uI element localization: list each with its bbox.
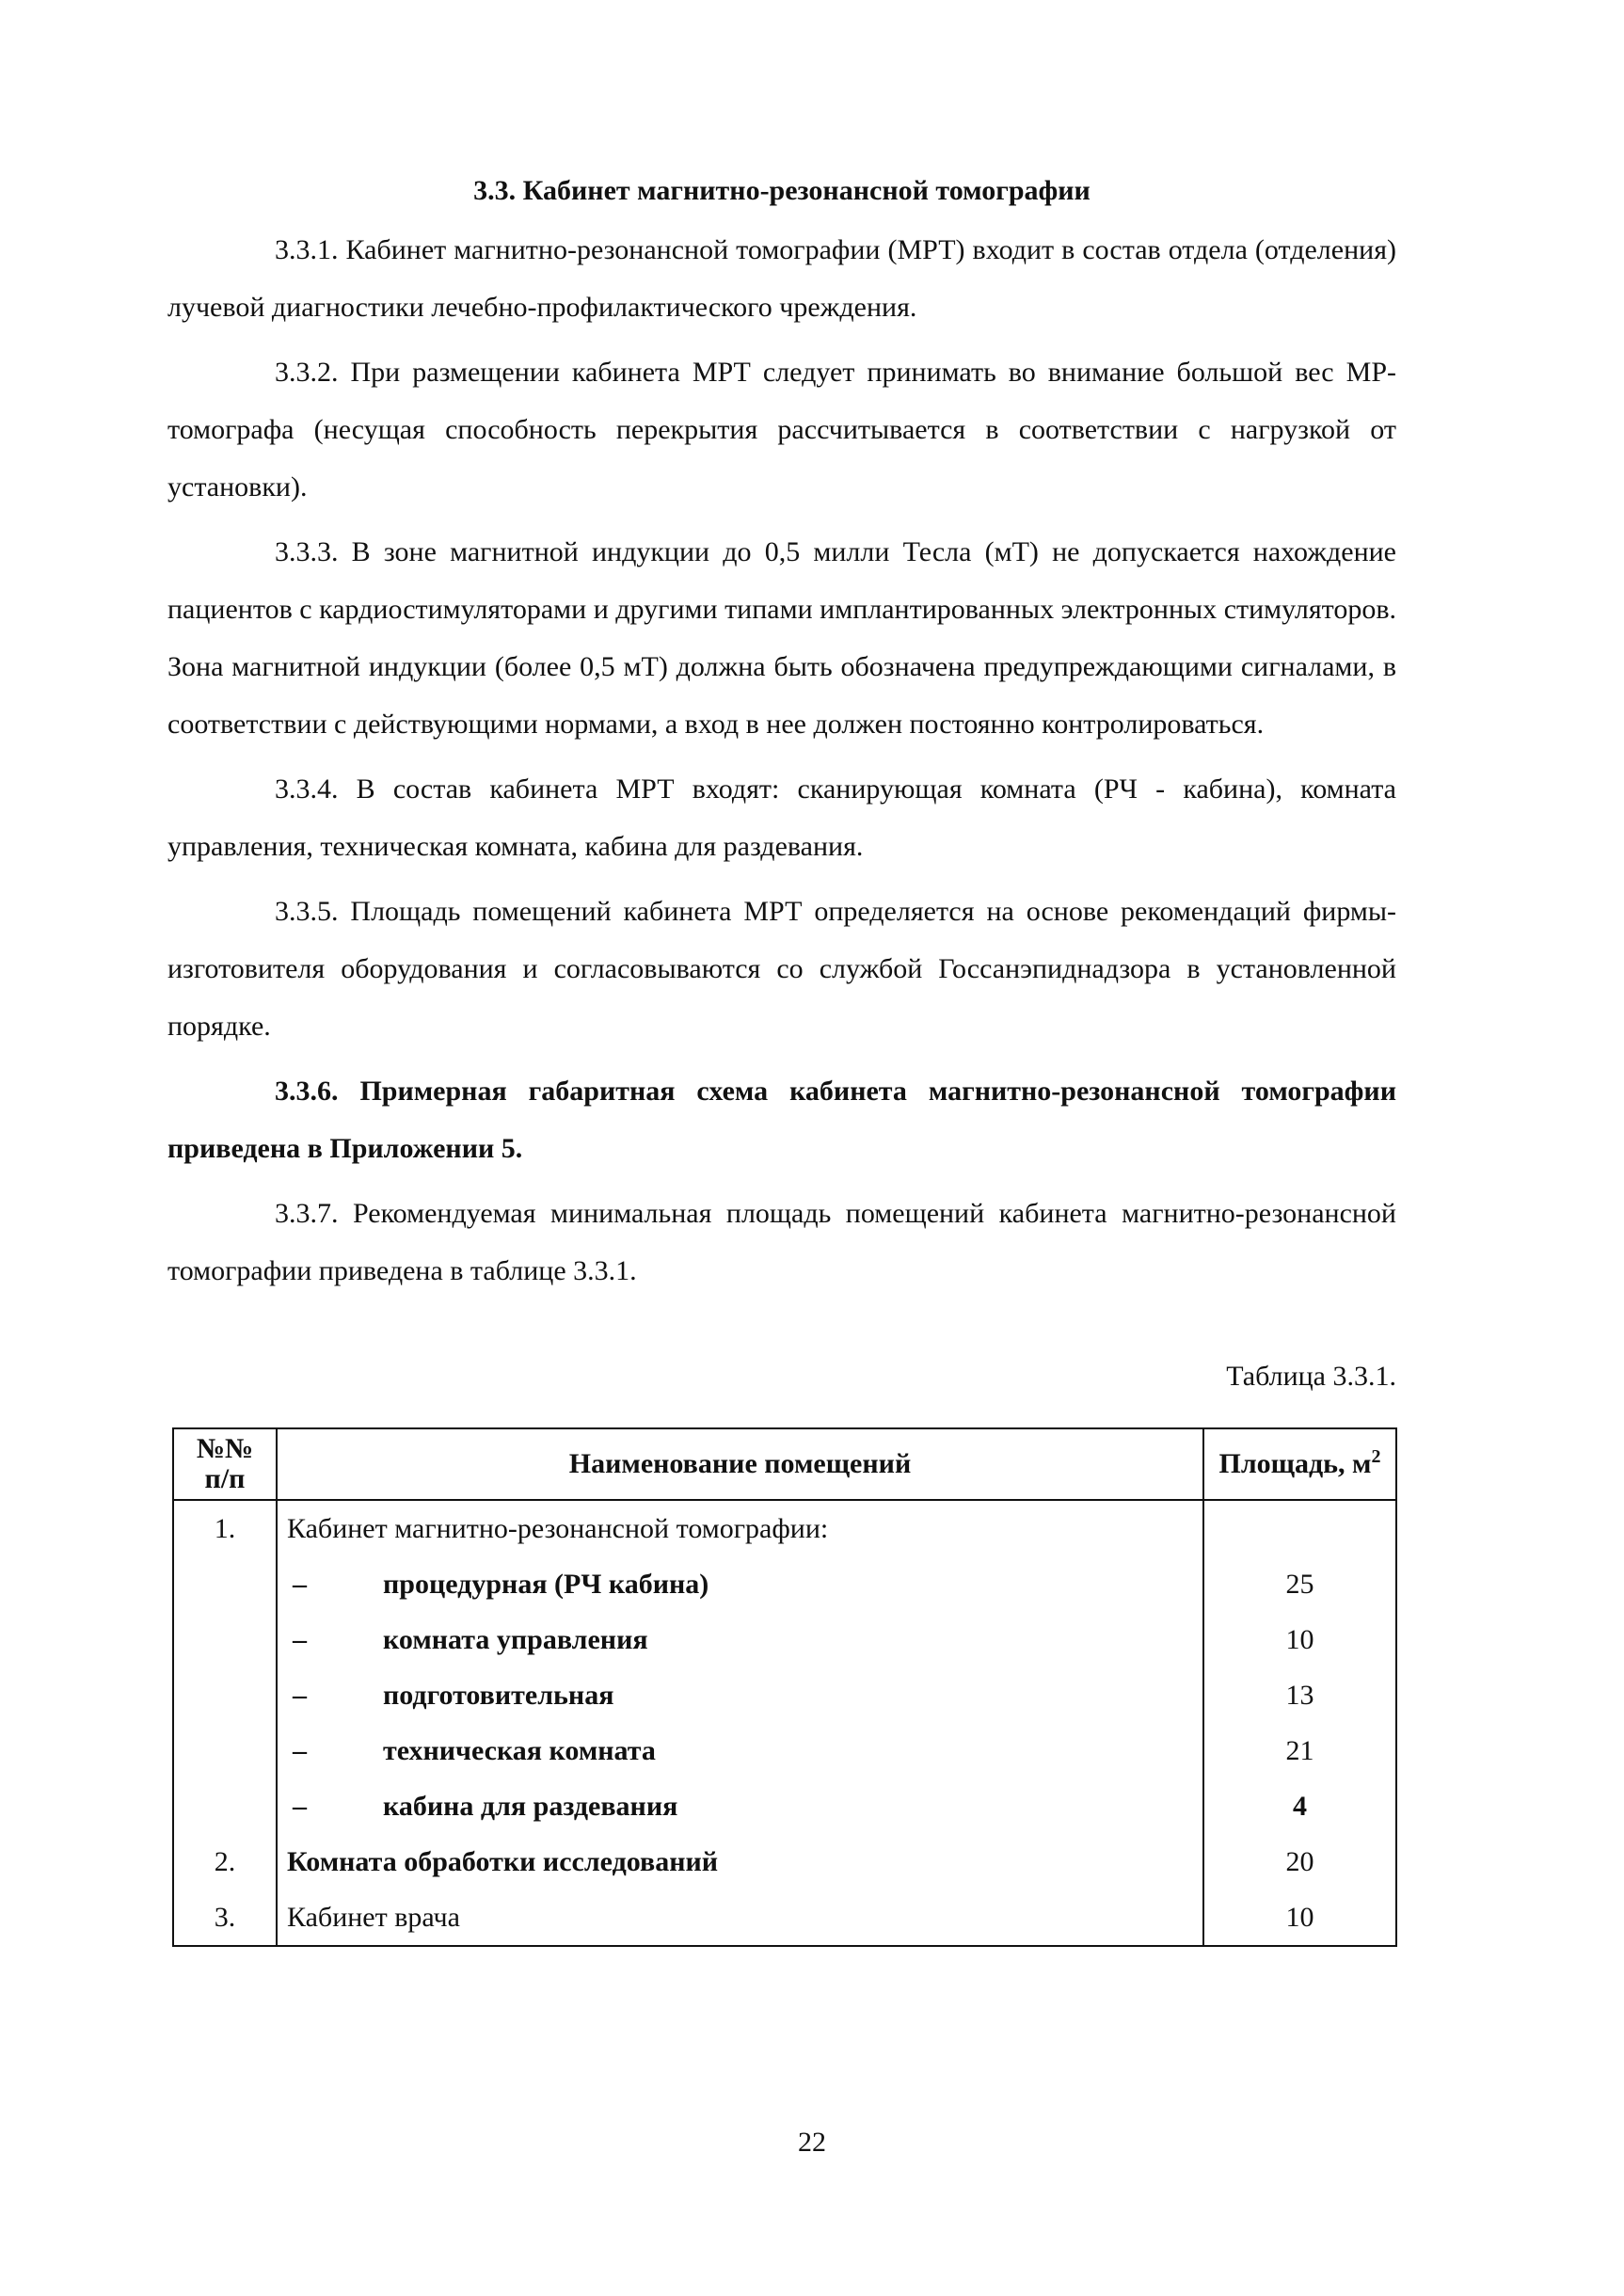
header-room-name-label: Наименование помещений — [568, 1448, 912, 1479]
paragraph-3-3-4: 3.3.4. В состав кабинета МРТ входят: сканирующая комната (РЧ - кабина), комната управления, техническая комната, кабина для раздевания. — [167, 773, 1396, 862]
header-area-superscript: 2 — [1371, 1446, 1381, 1467]
row-name: Кабинет магнитно-резонансной томографии: — [277, 1500, 1203, 1556]
header-area — [1203, 1428, 1396, 1500]
row-name: Комната обработки исследований — [277, 1834, 1203, 1889]
row-area: 20 — [1203, 1834, 1396, 1889]
paragraph-3-3-7: 3.3.7. Рекомендуемая минимальная площадь помещений кабинета магнитно-резонансной томографии приведена в таблице 3.3.1. — [167, 1198, 1396, 1286]
row-dash: – — [293, 1569, 307, 1600]
row-name: Кабинет врача — [277, 1889, 1203, 1946]
row-name-cell — [277, 1667, 1203, 1723]
row-number — [173, 1723, 277, 1778]
header-area-label: Площадь, м — [1218, 1448, 1372, 1479]
row-number: 1. — [173, 1500, 277, 1556]
table-row — [173, 1612, 1396, 1667]
row-dash: – — [293, 1791, 307, 1822]
header-room-name — [277, 1428, 1203, 1500]
row-area: 25 — [1203, 1556, 1396, 1612]
row-area — [1203, 1500, 1396, 1556]
paragraph-3-3-3: 3.3.3. В зоне магнитной индукции до 0,5 милли Тесла (мТ) не допускается нахождение пациентов с кардиостимуляторами и другими типами имплантированных электронных стимуляторов. Зона магнитной индукции (более 0,5 мТ) должна быть обозначена предупреждающими сигналами, в соответствии с действующими нормами, а вход в нее должен постоянно контролироваться. — [167, 536, 1396, 740]
paragraph-3-3-2: 3.3.2. При размещении кабинета МРТ следует принимать во внимание большой вес МР-томографа (несущая способность перекрытия рассчитывается в соответствии с нагрузкой от установки). — [167, 357, 1396, 502]
table-row — [173, 1723, 1396, 1778]
row-dash: – — [293, 1735, 307, 1766]
table-row — [173, 1778, 1396, 1834]
header-number — [173, 1428, 277, 1500]
row-area: 10 — [1203, 1889, 1396, 1946]
table-row — [173, 1500, 1396, 1556]
row-name: техническая комната — [383, 1735, 656, 1766]
table-row — [173, 1556, 1396, 1612]
row-number — [173, 1667, 277, 1723]
paragraph-3-3-6: 3.3.6. Примерная габаритная схема кабинета магнитно-резонансной томографии приведена в Приложении 5. — [167, 1076, 1396, 1164]
row-name-cell — [277, 1612, 1203, 1667]
row-name: комната управления — [383, 1624, 648, 1655]
row-dash: – — [293, 1680, 307, 1711]
document-body — [167, 162, 1396, 1395]
row-name: подготовительная — [383, 1680, 614, 1711]
row-number: 2. — [173, 1834, 277, 1889]
table-caption: Таблица 3.3.1. — [1226, 1361, 1396, 1392]
table-row — [173, 1834, 1396, 1889]
paragraph-3-3-1: 3.3.1. Кабинет магнитно-резонансной томографии (МРТ) входит в состав отдела (отделения) лучевой диагностики лечебно-профилактического чреждения. — [167, 234, 1396, 323]
row-number — [173, 1612, 277, 1667]
row-area: 4 — [1203, 1778, 1396, 1834]
rooms-area-table — [172, 1427, 1397, 1947]
page-number: 22 — [798, 2127, 826, 2158]
row-name: процедурная (РЧ кабина) — [383, 1569, 709, 1600]
row-area: 10 — [1203, 1612, 1396, 1667]
row-dash: – — [293, 1624, 307, 1655]
section-heading: 3.3. Кабинет магнитно-резонансной томографии — [473, 175, 1091, 206]
paragraph-3-3-5: 3.3.5. Площадь помещений кабинета МРТ определяется на основе рекомендаций фирмы-изготовителя оборудования и согласовываются со службой Госсанэпиднадзора в установленной порядке. — [167, 896, 1396, 1042]
row-area: 13 — [1203, 1667, 1396, 1723]
header-number-line1: №№ — [196, 1433, 254, 1464]
row-area: 21 — [1203, 1723, 1396, 1778]
table-header-row — [173, 1428, 1396, 1500]
row-name-cell — [277, 1778, 1203, 1834]
row-number — [173, 1556, 277, 1612]
row-name-cell — [277, 1723, 1203, 1778]
table-row — [173, 1667, 1396, 1723]
table-row — [173, 1889, 1396, 1946]
row-name: кабина для раздевания — [383, 1791, 678, 1822]
header-number-line2: п/п — [204, 1463, 246, 1494]
row-name-cell — [277, 1556, 1203, 1612]
row-number — [173, 1778, 277, 1834]
row-number: 3. — [173, 1889, 277, 1946]
